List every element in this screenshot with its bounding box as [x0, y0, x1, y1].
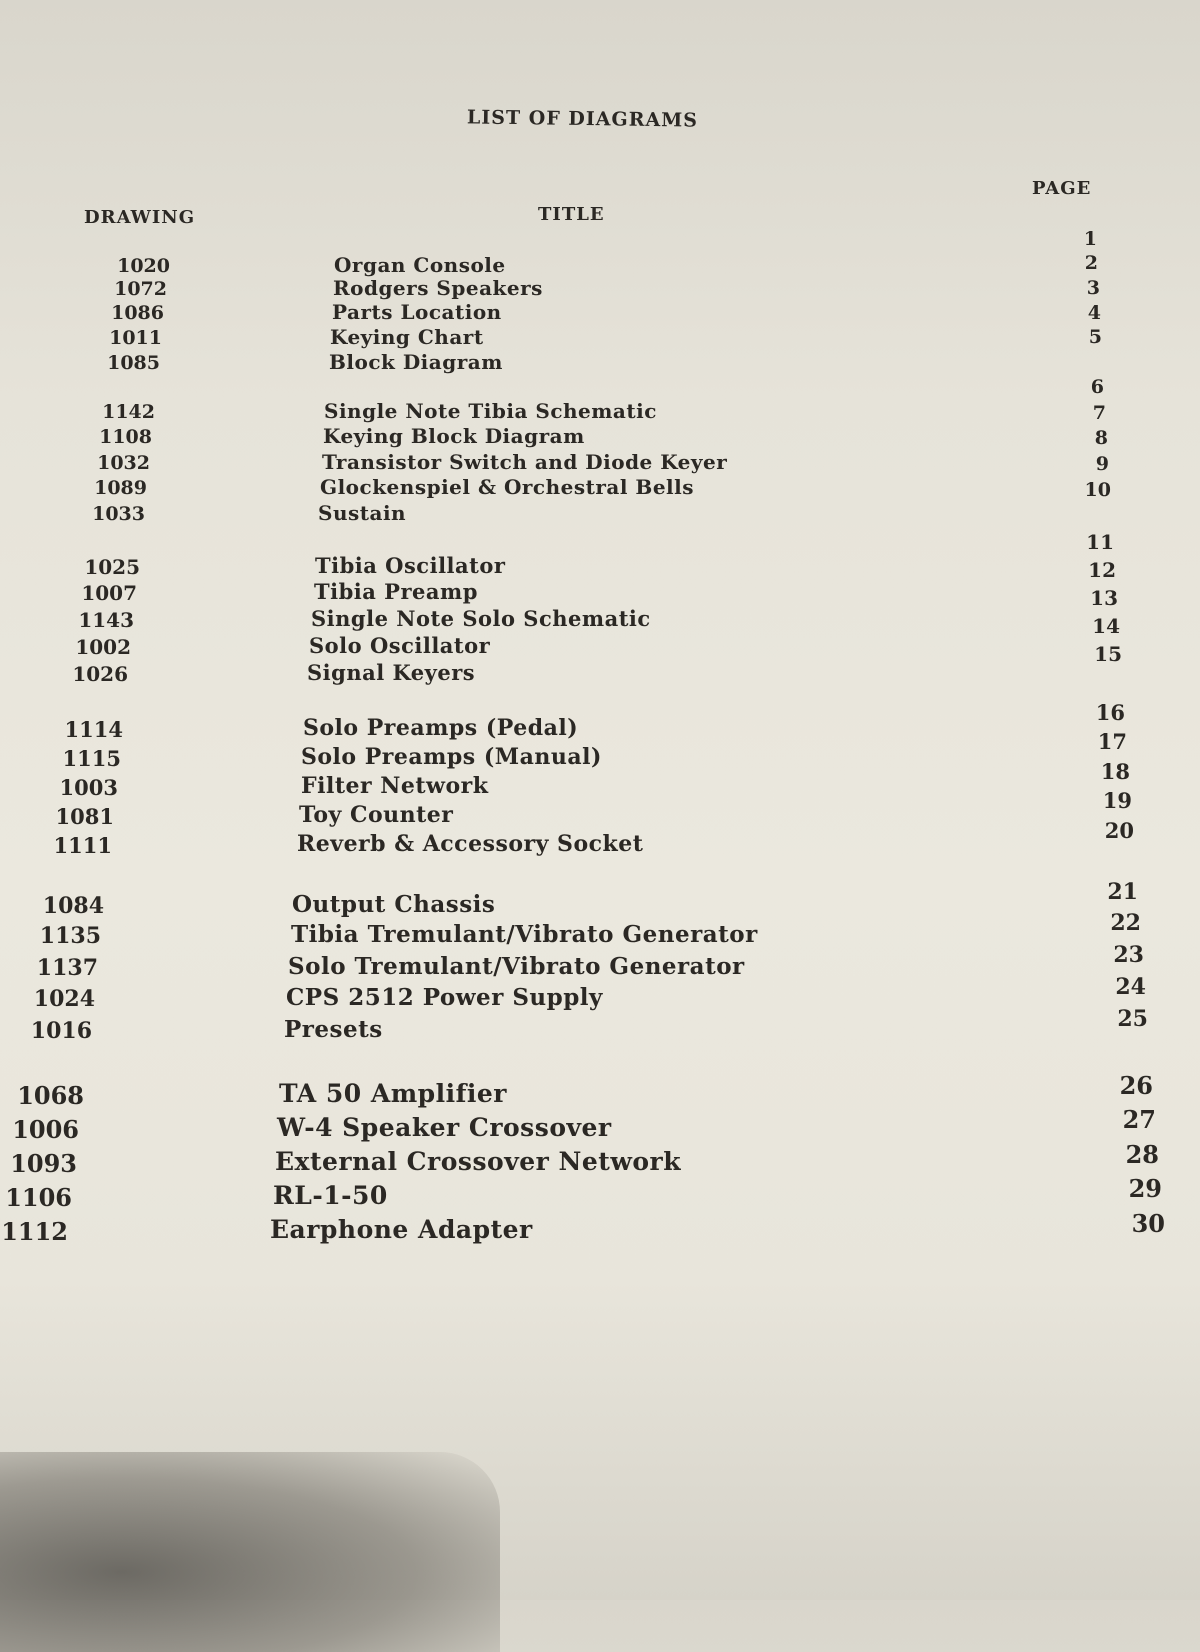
diagram-title: RL-1-50 [273, 1181, 388, 1210]
column-header-title: TITLE [538, 204, 605, 225]
page-number: 5 [1088, 326, 1102, 348]
page-title: LIST OF DIAGRAMS [466, 106, 699, 132]
diagram-title: Tibia Oscillator [315, 553, 506, 578]
diagram-title: CPS 2512 Power Supply [286, 984, 603, 1011]
drawing-number: 1068 [17, 1081, 84, 1110]
drawing-number: 1026 [72, 662, 128, 686]
page-number: 20 [1104, 818, 1134, 843]
diagram-title: Presets [284, 1016, 383, 1043]
column-header-page: PAGE [1032, 178, 1092, 199]
page-number: 1 [1083, 228, 1097, 250]
drawing-number: 1025 [84, 555, 140, 579]
page-number: 2 [1084, 252, 1098, 274]
diagram-title: W-4 Speaker Crossover [277, 1113, 612, 1142]
page-number: 7 [1092, 402, 1106, 424]
drawing-number: 1114 [64, 717, 123, 742]
diagram-title: Toy Counter [299, 802, 454, 828]
page-number: 13 [1090, 586, 1118, 610]
shadow-region [0, 1452, 500, 1652]
diagram-title: Single Note Tibia Schematic [324, 399, 657, 423]
page-number: 18 [1100, 759, 1130, 784]
diagram-title: Tibia Preamp [314, 579, 478, 604]
page-number: 12 [1088, 558, 1116, 582]
page-number: 14 [1092, 614, 1120, 638]
drawing-number: 1020 [117, 255, 170, 277]
page-number: 23 [1113, 942, 1144, 968]
diagram-title: Block Diagram [329, 350, 503, 374]
diagram-title: Organ Console [334, 253, 506, 277]
page-number: 3 [1086, 277, 1100, 299]
page-number: 30 [1131, 1209, 1165, 1238]
diagram-title: Parts Location [332, 300, 502, 324]
diagram-title: Reverb & Accessory Socket [297, 831, 644, 857]
drawing-number: 1112 [1, 1217, 68, 1246]
diagram-title: Keying Block Diagram [323, 424, 585, 448]
page-number: 26 [1119, 1071, 1153, 1100]
page-number: 27 [1122, 1105, 1156, 1134]
diagram-title: Glockenspiel & Orchestral Bells [320, 475, 695, 499]
page-number: 28 [1125, 1140, 1159, 1169]
page-number: 21 [1107, 879, 1138, 905]
drawing-number: 1016 [30, 1018, 92, 1044]
drawing-number: 1011 [109, 327, 162, 349]
page-number: 24 [1115, 974, 1146, 1000]
page-number: 8 [1094, 427, 1108, 449]
page-number: 17 [1097, 729, 1127, 754]
drawing-number: 1108 [99, 426, 152, 448]
page-number: 11 [1086, 530, 1114, 554]
drawing-number: 1089 [94, 477, 147, 499]
drawing-number: 1007 [81, 581, 137, 605]
page-number: 25 [1117, 1006, 1148, 1032]
drawing-number: 1002 [75, 635, 131, 659]
page-number: 22 [1110, 910, 1141, 936]
drawing-number: 1032 [97, 452, 150, 474]
drawing-number: 1135 [39, 923, 101, 949]
page-number: 19 [1102, 788, 1132, 813]
drawing-number: 1081 [55, 804, 114, 829]
diagram-title: Solo Preamps (Manual) [301, 744, 602, 770]
drawing-number: 1003 [59, 775, 118, 800]
drawing-number: 1084 [42, 893, 104, 919]
diagram-title: Output Chassis [292, 891, 496, 918]
drawing-number: 1143 [78, 608, 134, 632]
page-number: 6 [1090, 376, 1104, 398]
diagram-title: Single Note Solo Schematic [311, 606, 651, 631]
diagram-title: External Crossover Network [275, 1147, 682, 1176]
page-number: 15 [1094, 642, 1122, 666]
diagram-title: Transistor Switch and Diode Keyer [322, 450, 728, 474]
drawing-number: 1006 [12, 1115, 79, 1144]
diagram-title: Rodgers Speakers [333, 276, 543, 300]
diagram-title: Keying Chart [330, 325, 484, 349]
page-number: 29 [1128, 1174, 1162, 1203]
drawing-number: 1033 [92, 503, 145, 525]
drawing-number: 1106 [5, 1183, 72, 1212]
diagram-title: Filter Network [301, 773, 489, 799]
drawing-number: 1086 [111, 302, 164, 324]
diagram-title: Earphone Adapter [270, 1215, 533, 1244]
diagram-title: Signal Keyers [307, 660, 476, 685]
page-number: 10 [1084, 479, 1111, 501]
drawing-number: 1085 [107, 352, 160, 374]
page-number: 4 [1087, 302, 1101, 324]
drawing-number: 1072 [114, 278, 167, 300]
drawing-number: 1142 [102, 401, 155, 423]
column-header-drawing: DRAWING [84, 207, 196, 228]
diagram-title: TA 50 Amplifier [279, 1079, 507, 1108]
diagram-title: Solo Preamps (Pedal) [303, 715, 579, 741]
diagram-title: Solo Oscillator [309, 633, 491, 658]
diagram-title: Solo Tremulant/Vibrato Generator [288, 953, 745, 980]
drawing-number: 1111 [53, 833, 112, 858]
drawing-number: 1024 [33, 986, 95, 1012]
diagram-title: Tibia Tremulant/Vibrato Generator [291, 921, 758, 948]
drawing-number: 1115 [62, 746, 121, 771]
page-number: 9 [1095, 453, 1109, 475]
drawing-number: 1137 [36, 955, 98, 981]
diagram-title: Sustain [318, 501, 407, 525]
drawing-number: 1093 [10, 1149, 77, 1178]
page-number: 16 [1095, 700, 1125, 725]
